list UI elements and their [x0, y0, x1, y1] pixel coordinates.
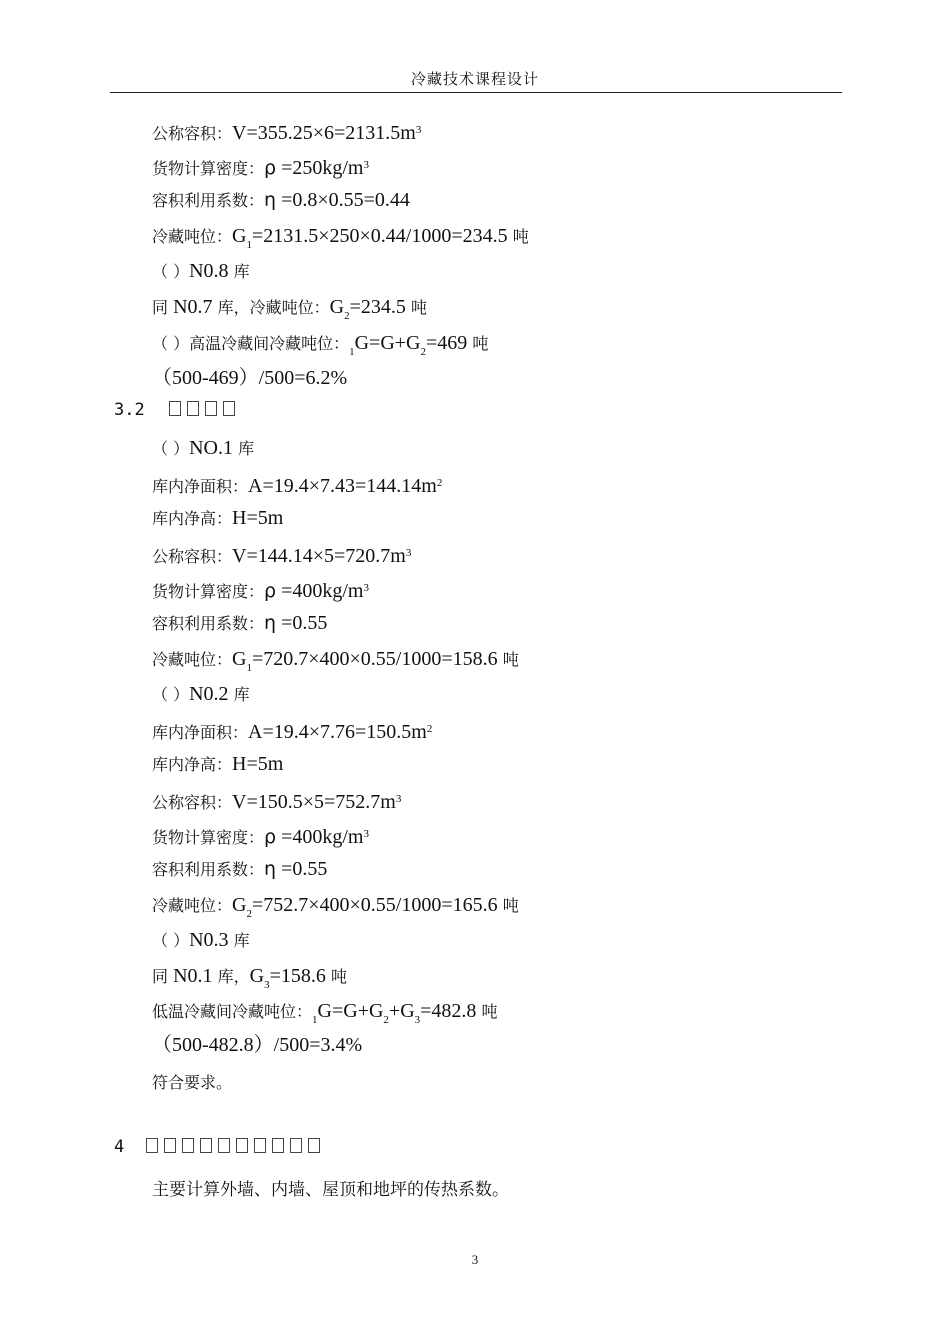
calc2-15-v: =158.6	[269, 965, 326, 987]
calc2-3-v: V=144.14×5=720.7m	[232, 545, 406, 567]
calc2-3-cn: 公称容积：	[152, 547, 233, 566]
section-3-2-heading-glyph-box	[205, 401, 217, 416]
calc2-5-v: =0.55	[276, 612, 328, 634]
calc2-13-line	[152, 893, 519, 926]
calc2-0-v: NO.1	[189, 437, 233, 459]
page-header: 冷藏技术课程设计	[410, 70, 539, 88]
calc2-0-cn2: 库	[232, 439, 255, 458]
calc-6-line	[152, 331, 488, 364]
calc-6-v3: =469	[426, 332, 468, 354]
calc2-12-v: =0.55	[276, 858, 328, 880]
calc2-2-v: H=5m	[232, 507, 284, 529]
section-4-heading-glyph-box	[200, 1138, 212, 1153]
calc2-11-cn: 货物计算密度：	[152, 828, 265, 847]
calc2-4-line	[152, 576, 369, 604]
calc-3-line	[152, 224, 529, 257]
final-paragraph: 主要计算外墙、内墙、屋顶和地坪的传热系数。	[152, 1180, 509, 1200]
calc-2-cn: 容积利用系数：	[152, 191, 265, 210]
calc2-14-cn: （ ）	[152, 931, 190, 950]
calc-4-cn2: 库	[228, 262, 250, 281]
calc-3-sub: 1	[246, 239, 252, 251]
calc-6-cn: （ ）高温冷藏间冷藏吨位：	[152, 334, 350, 353]
calc2-4-cn: 货物计算密度：	[152, 582, 265, 601]
calc2-13-v1: G	[232, 894, 247, 916]
calc2-8-sup: 2	[426, 723, 433, 735]
calc2-12-g: η	[264, 858, 277, 880]
section-3-2-heading-glyph-box	[223, 401, 235, 416]
calc2-5-g: η	[264, 612, 277, 634]
calc2-3-line	[152, 541, 411, 569]
calc2-16-cn2: 吨	[476, 1002, 498, 1021]
calc2-16-v4: =482.8	[420, 1000, 477, 1022]
calc-2-line	[152, 188, 410, 213]
calc2-11-g: ρ	[264, 826, 277, 848]
calc-0-line	[152, 118, 421, 146]
calc2-0-line	[152, 436, 254, 461]
calc-6-sub: 1	[349, 346, 355, 358]
calc-5-v: =234.5	[349, 296, 406, 318]
calc2-18-line	[152, 1070, 232, 1095]
section-4-heading-glyph-box	[164, 1138, 176, 1153]
section-3-2-heading-glyph-box	[187, 401, 199, 416]
calc-1-g: ρ	[264, 157, 277, 179]
calc2-17-v: （500-482.8）/500=3.4%	[152, 1034, 363, 1056]
calc2-11-v: =400kg/m	[276, 826, 364, 848]
section-3-2-heading-glyph-box	[169, 401, 181, 416]
calc2-6-v1: G	[232, 648, 247, 670]
section-4-heading-glyph-box	[308, 1138, 320, 1153]
header-rule	[110, 92, 842, 93]
calc2-0-cn: （ ）	[152, 439, 190, 458]
calc-6-cn2: 吨	[467, 334, 489, 353]
calc2-16-line	[152, 999, 498, 1032]
section-4-heading-number: 4	[114, 1137, 125, 1157]
section-4-heading-glyph-box	[218, 1138, 230, 1153]
calc2-10-cn: 公称容积：	[152, 793, 233, 812]
section-3-2-heading	[114, 400, 241, 420]
calc2-15-cn2: 库，	[212, 967, 250, 986]
calc2-16-sub: 1	[312, 1014, 318, 1026]
calc2-10-sup: 3	[395, 793, 402, 805]
calc-1-line	[152, 153, 369, 181]
calc2-16-cn: 低温冷藏间冷藏吨位：	[152, 1002, 313, 1021]
calc2-15-line	[152, 964, 347, 997]
calc-5-cn2: 库，冷藏吨位：	[212, 298, 330, 317]
calc2-6-cn2: 吨	[497, 650, 519, 669]
calc2-13-cn2: 吨	[497, 896, 519, 915]
section-4-heading-glyph-box	[272, 1138, 284, 1153]
calc-5-v1: G	[329, 296, 345, 318]
calc2-9-v: H=5m	[232, 753, 284, 775]
calc2-6-cn: 冷藏吨位：	[152, 650, 233, 669]
calc2-6-v: =720.7×400×0.55/1000=158.6	[251, 648, 498, 670]
calc2-7-line	[152, 682, 250, 707]
calc2-6-line	[152, 647, 519, 680]
calc-7-v: （500-469）/500=6.2%	[152, 367, 348, 389]
calc2-9-line	[152, 752, 283, 777]
calc2-14-line	[152, 928, 250, 953]
calc-5-sub: 2	[344, 310, 350, 322]
calc-5-cn3: 吨	[405, 298, 427, 317]
calc2-14-cn2: 库	[228, 931, 250, 950]
calc2-15-cn3: 吨	[325, 967, 347, 986]
calc2-13-cn: 冷藏吨位：	[152, 896, 233, 915]
calc2-1-line	[152, 471, 442, 499]
calc-0-cn: 公称容积：	[152, 124, 233, 143]
calc2-1-cn: 库内净面积：	[152, 477, 249, 496]
calc-0-sup: 3	[415, 124, 422, 136]
calc2-12-line	[152, 857, 327, 882]
calc-3-v1: G	[232, 225, 247, 247]
calc2-12-cn: 容积利用系数：	[152, 860, 265, 879]
calc-7-line	[152, 366, 347, 390]
calc-4-line	[152, 259, 250, 284]
calc2-16-sub3: 3	[414, 1014, 421, 1026]
calc-6-v2: +G	[394, 332, 421, 354]
calc2-15-v1: G	[249, 965, 265, 987]
calc2-3-sup: 3	[405, 547, 412, 559]
calc2-10-v: V=150.5×5=752.7m	[232, 791, 396, 813]
calc2-15-cn: 同	[152, 967, 174, 986]
calc2-15-sub: 3	[264, 979, 270, 991]
calc-6-sub2: 2	[420, 346, 426, 358]
calc2-8-v: A=19.4×7.76=150.5m	[248, 721, 427, 743]
calc2-11-line	[152, 822, 369, 850]
calc-2-v: =0.8×0.55=0.44	[276, 189, 410, 211]
calc2-16-sub2: 2	[383, 1014, 389, 1026]
section-4-heading-glyph-box	[236, 1138, 248, 1153]
calc-4-cn: （ ）	[152, 262, 190, 281]
calc2-15-v0: N0.1	[173, 965, 213, 987]
calc2-8-cn: 库内净面积：	[152, 723, 249, 742]
calc2-4-sup: 3	[363, 582, 369, 594]
calc2-11-sup: 3	[363, 828, 369, 840]
calc-1-sup: 3	[363, 159, 369, 171]
calc2-1-sup: 2	[436, 477, 443, 489]
calc2-14-v: N0.3	[189, 929, 229, 951]
calc-1-cn: 货物计算密度：	[152, 159, 265, 178]
calc2-2-line	[152, 506, 283, 531]
calc-3-cn: 冷藏吨位：	[152, 227, 233, 246]
calc-4-v: N0.8	[189, 260, 229, 282]
calc2-16-v: G=G	[317, 1000, 358, 1022]
calc2-13-sub: 2	[246, 908, 252, 920]
calc2-16-v2: +G	[357, 1000, 384, 1022]
calc-3-v: =2131.5×250×0.44/1000=234.5	[251, 225, 508, 247]
calc-5-line	[152, 295, 427, 328]
calc-0-v: V=355.25×6=2131.5m	[232, 122, 416, 144]
calc2-13-v: =752.7×400×0.55/1000=165.6	[251, 894, 498, 916]
calc-2-g: η	[264, 189, 277, 211]
calc-5-v0: N0.7	[173, 296, 213, 318]
calc2-7-v: N0.2	[189, 683, 229, 705]
section-4-heading-glyph-box	[182, 1138, 194, 1153]
section-4-heading-glyph-box	[146, 1138, 158, 1153]
section-4-heading-glyph-box	[254, 1138, 266, 1153]
calc-6-v: G=G	[354, 332, 395, 354]
calc2-2-cn: 库内净高：	[152, 509, 233, 528]
calc2-6-sub: 1	[246, 662, 252, 674]
calc2-4-g: ρ	[264, 580, 277, 602]
calc2-9-cn: 库内净高：	[152, 755, 233, 774]
section-4-heading-glyph-box	[290, 1138, 302, 1153]
calc2-5-cn: 容积利用系数：	[152, 614, 265, 633]
calc2-5-line	[152, 611, 327, 636]
section-4-heading	[114, 1137, 326, 1157]
section-3-2-heading-number: 3.2	[114, 400, 145, 420]
calc-1-v: =250kg/m	[276, 157, 364, 179]
calc2-4-v: =400kg/m	[276, 580, 364, 602]
calc2-16-v3: +G	[388, 1000, 415, 1022]
calc2-10-line	[152, 787, 401, 815]
calc-3-cn2: 吨	[507, 227, 529, 246]
calc2-17-line	[152, 1033, 362, 1057]
calc2-8-line	[152, 717, 432, 745]
calc2-7-cn: （ ）	[152, 685, 190, 704]
calc2-18-cn: 符合要求。	[152, 1073, 233, 1092]
page-number: 3	[471, 1252, 479, 1267]
calc2-1-v: A=19.4×7.43=144.14m	[248, 475, 437, 497]
calc2-7-cn2: 库	[228, 685, 250, 704]
calc-5-cn: 同	[152, 298, 174, 317]
